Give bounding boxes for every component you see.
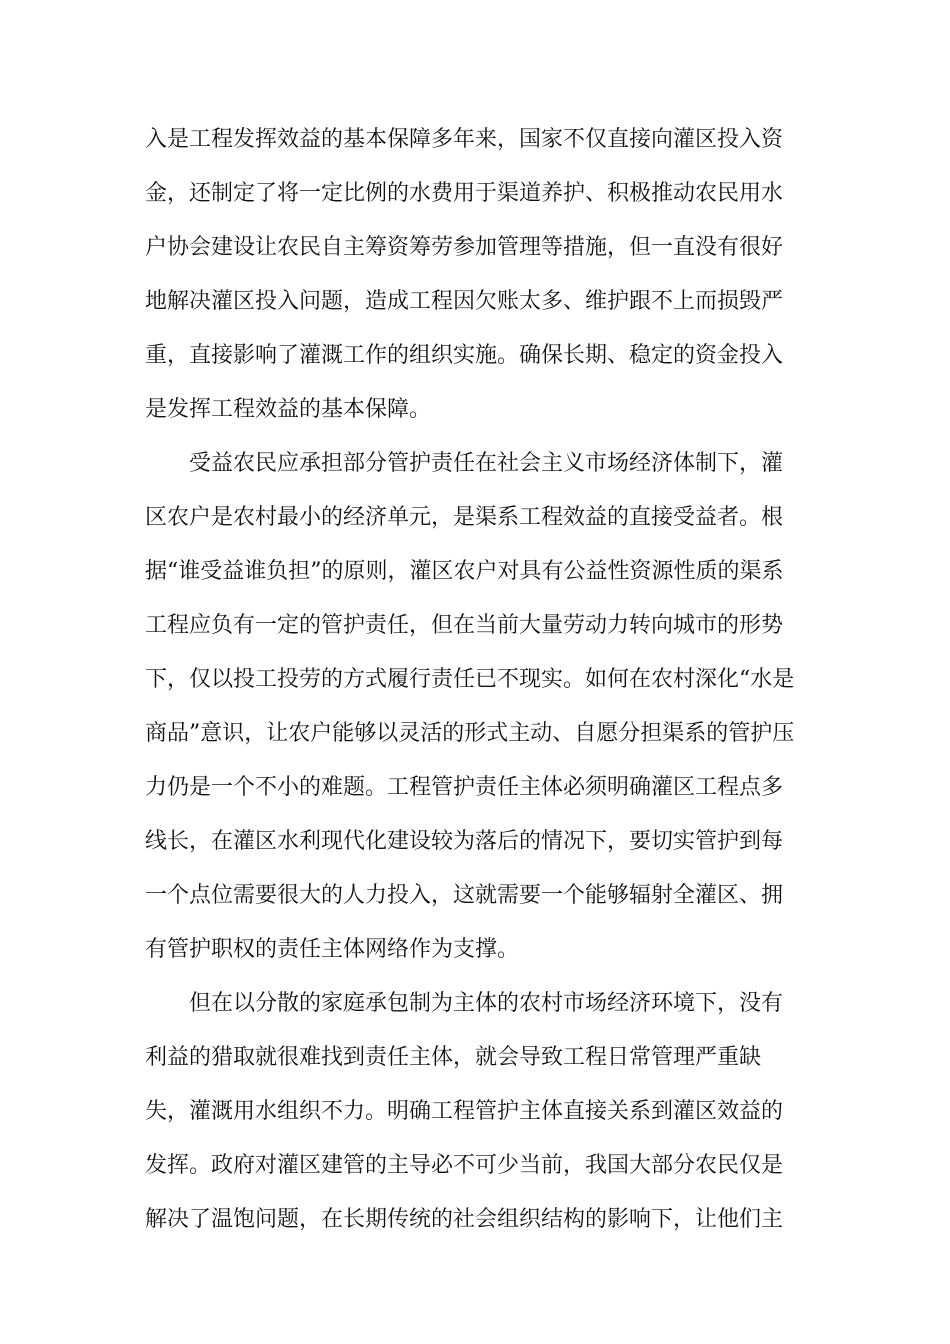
text-line: 是发挥工程效益的基本保障。 (145, 397, 432, 422)
text-line: 利益的猎取就很难找到责任主体，就会导致工程日常管理严重缺 (145, 1045, 762, 1070)
text-line: 地解决灌区投入问题，造成工程因欠账太多、维护跟不上而损毁严 (145, 289, 784, 314)
text-line: 区农户是农村最小的经济单元，是渠系工程效益的直接受益者。根 (145, 505, 784, 530)
text-line: 据“谁受益谁负担”的原则，灌区农户对具有公益性资源性质的渠系 (145, 559, 784, 584)
text-line: 金，还制定了将一定比例的水费用于渠道养护、积极推动农民用水 (145, 181, 784, 206)
text-line: 解决了温饱问题，在长期传统的社会组织结构的影响下，让他们主 (145, 1207, 784, 1232)
body-text (145, 113, 805, 1247)
text-line: 下，仅以投工投劳的方式履行责任已不现实。如何在农村深化“水是 (145, 667, 795, 692)
paragraph-first-line: 但在以分散的家庭承包制为主体的农村市场经济环境下，没有 (189, 991, 784, 1016)
text-line: 失，灌溉用水组织不力。明确工程管护主体直接关系到灌区效益的 (145, 1099, 784, 1124)
text-line: 入是工程发挥效益的基本保障多年来，国家不仅直接向灌区投入资 (145, 127, 784, 152)
text-line: 线长，在灌区水利现代化建设较为落后的情况下，要切实管护到每 (145, 829, 784, 854)
text-line: 一个点位需要很大的人力投入，这就需要一个能够辐射全灌区、拥 (145, 883, 784, 908)
text-line: 工程应负有一定的管护责任，但在当前大量劳动力转向城市的形势 (145, 613, 784, 638)
text-line: 发挥。政府对灌区建管的主导必不可少当前，我国大部分农民仅是 (145, 1153, 784, 1178)
paragraph-first-line: 受益农民应承担部分管护责任在社会主义市场经济体制下，灌 (189, 451, 784, 476)
text-line: 户协会建设让农民自主筹资筹劳参加管理等措施，但一直没有很好 (145, 235, 784, 260)
text-line: 力仍是一个不小的难题。工程管护责任主体必须明确灌区工程点多 (145, 775, 784, 800)
text-line: 商品”意识，让农户能够以灵活的形式主动、自愿分担渠系的管护压 (145, 721, 795, 746)
text-line: 重，直接影响了灌溉工作的组织实施。确保长期、稳定的资金投入 (145, 343, 784, 368)
text-line: 有管护职权的责任主体网络作为支撑。 (145, 937, 520, 962)
